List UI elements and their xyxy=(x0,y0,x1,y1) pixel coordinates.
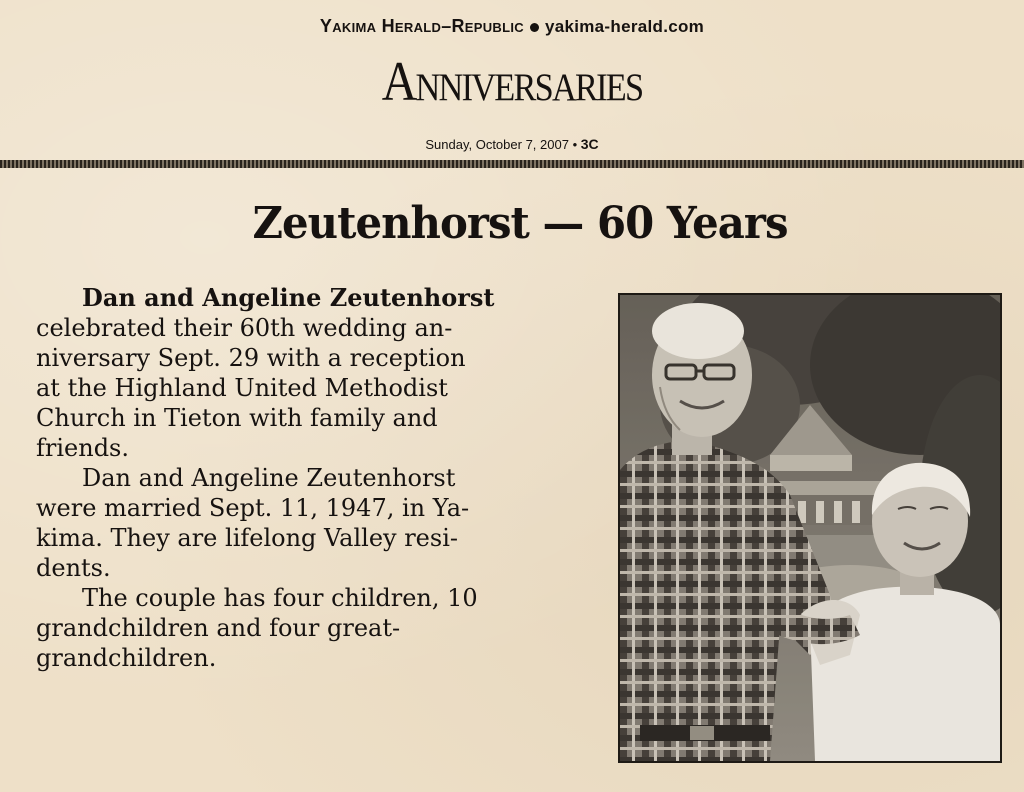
article-line: Dan and Angeline Zeutenhorst xyxy=(82,464,456,492)
couple-photo xyxy=(618,293,1002,763)
article-line: Church in Tieton with family and xyxy=(36,404,438,432)
newspaper-name: Yakima Herald–Republic xyxy=(319,16,524,36)
article-line: Dan and Angeline Zeutenhorst xyxy=(82,283,495,312)
masthead xyxy=(0,16,1024,37)
bullet-dot-small-icon: • xyxy=(572,137,581,152)
article-line: were married Sept. 11, 1947, in Ya- xyxy=(36,494,470,522)
bullet-dot-icon xyxy=(530,23,539,32)
page-number: 3C xyxy=(580,136,599,152)
article-line: grandchildren and four great- xyxy=(36,614,401,642)
article-line: niversary Sept. 29 with a reception xyxy=(36,344,466,372)
article-line: dents. xyxy=(36,554,111,582)
article-line: The couple has four children, 10 xyxy=(82,584,478,612)
publication-date: Sunday, October 7, 2007 xyxy=(425,137,569,152)
newspaper-website: yakima-herald.com xyxy=(544,17,705,36)
article-line: kima. They are lifelong Valley resi- xyxy=(36,524,458,552)
section-divider xyxy=(0,160,1024,168)
article-line: grandchildren. xyxy=(36,644,217,672)
article-line: at the Highland United Methodist xyxy=(36,374,448,402)
article-headline: Zeutenhorst — 60 Years xyxy=(252,198,788,249)
article-line: friends. xyxy=(36,434,129,462)
couple-photo-icon xyxy=(620,295,1000,761)
article-line: celebrated their 60th wedding an- xyxy=(36,314,453,342)
dateline xyxy=(0,136,1024,152)
section-title: Anniversaries xyxy=(381,51,643,113)
article-body xyxy=(36,283,576,673)
